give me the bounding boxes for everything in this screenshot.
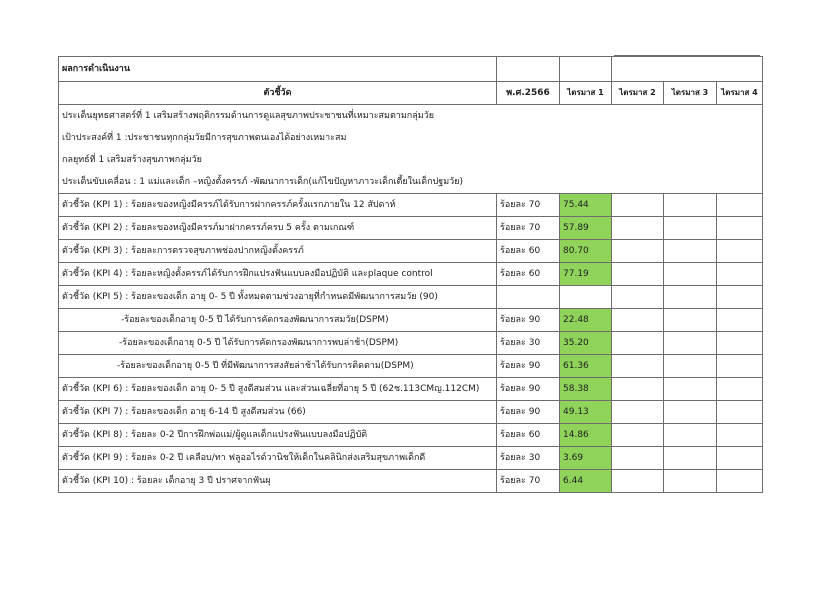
kpi-q3-value: [664, 470, 717, 493]
kpi-target: ร้อยละ 90: [497, 378, 560, 401]
kpi-q2-value: [612, 401, 664, 424]
kpi-target: [497, 286, 560, 309]
kpi-q2-value: [612, 263, 664, 286]
info-row: [59, 171, 763, 194]
kpi-q4-value: [717, 263, 763, 286]
table-row: [59, 194, 763, 217]
empty-cell: [717, 57, 763, 82]
kpi-q2-value: [612, 470, 664, 493]
kpi-q3-value: [664, 401, 717, 424]
kpi-q3-value: [664, 355, 717, 378]
kpi-target: ร้อยละ 60: [497, 424, 560, 447]
kpi-label: ตัวชี้วัด (KPI 4) : ร้อยละหญิงตั้งครรภ์ได้รับการฝึกแปรงฟันแบบลงมือปฏิบัติ และplaque control: [59, 263, 497, 286]
kpi-q2-value: [612, 447, 664, 470]
kpi-q1-value: 61.36: [560, 355, 612, 378]
kpi-q1-value: 49.13: [560, 401, 612, 424]
kpi-label: ตัวชี้วัด (KPI 1) : ร้อยละของหญิงมีครรภ์ได้รับการฝากครรภ์ครั้งแรกภายใน 12 สัปดาห์: [59, 194, 497, 217]
kpi-q2-value: [612, 240, 664, 263]
kpi-q2-value: [612, 424, 664, 447]
section-title: ผลการดำเนินงาน: [59, 57, 497, 82]
kpi-q3-value: [664, 447, 717, 470]
table-row: [59, 263, 763, 286]
kpi-label: ตัวชี้วัด (KPI 8) : ร้อยละ 0-2 ปีการฝึกพ่อแม่/ผู้ดูแลเด็กแปรงฟันแบบลงมือปฏิบัติ: [59, 424, 497, 447]
info-line: ประเด็นขับเคลื่อน : 1 แม่และเด็ก –หญิงตั้งครรภ์ -พัฒนาการเด็ก(แก้ไขปัญหาภาวะเด็กเตี้ยในเด็กปฐมวัย): [59, 171, 763, 194]
table-row: [59, 424, 763, 447]
header-row: [59, 82, 763, 105]
kpi-target: ร้อยละ 90: [497, 355, 560, 378]
kpi-q1-value: 58.38: [560, 378, 612, 401]
kpi-q4-value: [717, 355, 763, 378]
kpi-q2-value: [612, 355, 664, 378]
kpi-q1-value: 35.20: [560, 332, 612, 355]
table-row: [59, 378, 763, 401]
kpi-label: ตัวชี้วัด (KPI 6) : ร้อยละของเด็ก อายุ 0- 5 ปี สูงดีสมส่วน และส่วนเฉลี่ยที่อายุ 5 ปี (62ช.113CMญ.112CM): [59, 378, 497, 401]
kpi-target: ร้อยละ 90: [497, 401, 560, 424]
kpi-q4-value: [717, 194, 763, 217]
performance-table: [58, 56, 763, 493]
kpi-q1-value: [560, 286, 612, 309]
kpi-q4-value: [717, 424, 763, 447]
info-row: [59, 105, 763, 128]
kpi-q3-value: [664, 217, 717, 240]
kpi-q3-value: [664, 332, 717, 355]
kpi-label: ตัวชี้วัด (KPI 2) : ร้อยละของหญิงมีครรภ์มาฝากครรภ์ครบ 5 ครั้ง ตามเกณฑ์: [59, 217, 497, 240]
kpi-label: ตัวชี้วัด (KPI 9) : ร้อยละ 0-2 ปี เคลือบ/ทา ฟลูออไรด์วานิชให้เด็กในคลินิกส่งเสริมสุขภาพเด็กดี: [59, 447, 497, 470]
kpi-q4-value: [717, 378, 763, 401]
kpi-q3-value: [664, 240, 717, 263]
table-row: [59, 332, 763, 355]
empty-cell: [497, 57, 560, 82]
kpi-q1-value: 80.70: [560, 240, 612, 263]
kpi-q1-value: 77.19: [560, 263, 612, 286]
empty-cell: [560, 57, 612, 82]
kpi-q4-value: [717, 240, 763, 263]
kpi-q3-value: [664, 286, 717, 309]
kpi-q2-value: [612, 217, 664, 240]
info-line: เป้าประสงค์ที่ 1 :ประชาชนทุกกลุ่มวัยมีการสุขภาพตนเองได้อย่างเหมาะสม: [59, 127, 763, 149]
kpi-q3-value: [664, 263, 717, 286]
kpi-sub-label: -ร้อยละของเด็กอายุ 0-5 ปี ได้รับการคัดกรองพัฒนาการพบล่าช้า(DSPM): [59, 332, 497, 355]
table-row: [59, 401, 763, 424]
kpi-target: ร้อยละ 30: [497, 447, 560, 470]
kpi-label: ตัวชี้วัด (KPI 5) : ร้อยละของเด็ก อายุ 0- 5 ปี ทั้งหมดตามช่วงอายุที่กำหนดมีพัฒนาการสมวัย (90): [59, 286, 497, 309]
kpi-q2-value: [612, 194, 664, 217]
header-year: พ.ศ.2566: [497, 82, 560, 105]
section-title-row: [59, 57, 763, 82]
kpi-q1-value: 57.89: [560, 217, 612, 240]
kpi-q2-value: [612, 309, 664, 332]
kpi-target: ร้อยละ 90: [497, 309, 560, 332]
kpi-sub-label: -ร้อยละของเด็กอายุ 0-5 ปี ที่มีพัฒนาการสงสัยล่าช้าได้รับการติดตาม(DSPM): [59, 355, 497, 378]
table-row: [59, 286, 763, 309]
kpi-target: ร้อยละ 70: [497, 194, 560, 217]
kpi-q4-value: [717, 401, 763, 424]
kpi-q4-value: [717, 286, 763, 309]
kpi-q2-value: [612, 378, 664, 401]
info-line: กลยุทธ์ที่ 1 เสริมสร้างสุขภาพกลุ่มวัย: [59, 149, 763, 171]
kpi-sub-label: -ร้อยละของเด็กอายุ 0-5 ปี ได้รับการคัดกรองพัฒนาการสมวัย(DSPM): [59, 309, 497, 332]
table-row: [59, 470, 763, 493]
kpi-target: ร้อยละ 30: [497, 332, 560, 355]
kpi-q1-value: 75.44: [560, 194, 612, 217]
kpi-label: ตัวชี้วัด (KPI 7) : ร้อยละของเด็ก อายุ 6-14 ปี สูงดีสมส่วน (66): [59, 401, 497, 424]
kpi-q4-value: [717, 470, 763, 493]
header-q1: ไตรมาส 1: [560, 82, 612, 105]
info-line: ประเด็นยุทธศาสตร์ที่ 1 เสริมสร้างพฤติกรรมด้านการดูแลสุขภาพประชาชนที่เหมาะสมตามกลุ่มวัย: [59, 105, 763, 128]
table-row: [59, 240, 763, 263]
kpi-q3-value: [664, 378, 717, 401]
kpi-target: ร้อยละ 70: [497, 217, 560, 240]
kpi-target: ร้อยละ 60: [497, 263, 560, 286]
header-q2: ไตรมาส 2: [612, 82, 664, 105]
kpi-q1-value: 6.44: [560, 470, 612, 493]
kpi-q2-value: [612, 332, 664, 355]
empty-cell: [612, 57, 664, 82]
kpi-q1-value: 22.48: [560, 309, 612, 332]
kpi-q4-value: [717, 309, 763, 332]
kpi-q3-value: [664, 424, 717, 447]
kpi-label: ตัวชี้วัด (KPI 3) : ร้อยละการตรวจสุขภาพช่องปากหญิงตั้งครรภ์: [59, 240, 497, 263]
info-row: [59, 127, 763, 149]
kpi-q3-value: [664, 309, 717, 332]
info-row: [59, 149, 763, 171]
kpi-target: ร้อยละ 60: [497, 240, 560, 263]
kpi-label: ตัวชี้วัด (KPI 10) : ร้อยละ เด็กอายุ 3 ปี ปราศจากฟันผุ: [59, 470, 497, 493]
kpi-q1-value: 14.86: [560, 424, 612, 447]
table-row: [59, 217, 763, 240]
kpi-q1-value: 3.69: [560, 447, 612, 470]
kpi-target: ร้อยละ 70: [497, 470, 560, 493]
kpi-q2-value: [612, 286, 664, 309]
header-q3: ไตรมาส 3: [664, 82, 717, 105]
table-row: [59, 309, 763, 332]
kpi-q4-value: [717, 217, 763, 240]
kpi-q3-value: [664, 194, 717, 217]
kpi-q4-value: [717, 447, 763, 470]
kpi-q4-value: [717, 332, 763, 355]
header-q4: ไตรมาส 4: [717, 82, 763, 105]
header-indicator: ตัวชี้วัด: [59, 82, 497, 105]
empty-cell: [664, 57, 717, 82]
table-row: [59, 355, 763, 378]
table-row: [59, 447, 763, 470]
